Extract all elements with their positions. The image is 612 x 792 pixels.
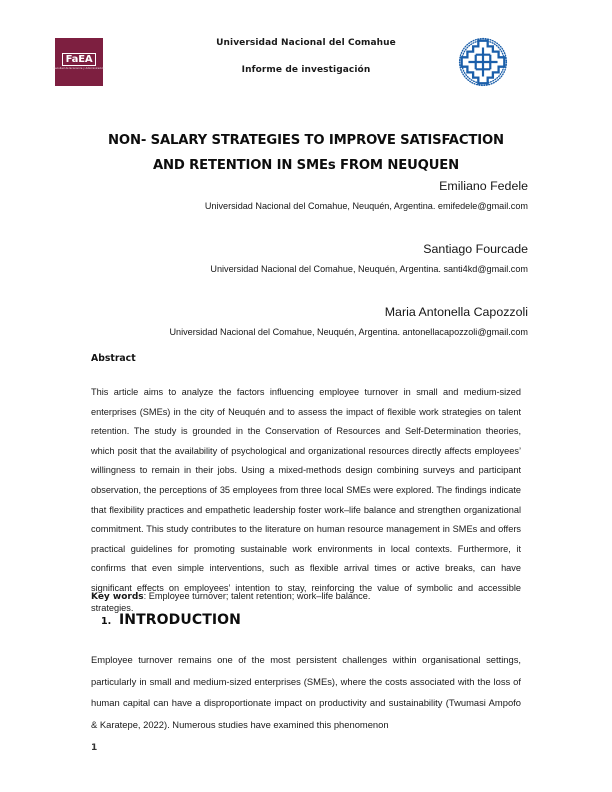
keywords-line (91, 588, 521, 605)
header-center-block (160, 38, 452, 75)
section-title: INTRODUCTION (119, 612, 241, 628)
institution-name: Universidad Nacional del Comahue (216, 38, 396, 48)
page-number: 1 (91, 743, 98, 753)
author-affiliation: Universidad Nacional del Comahue, Neuquén, Argentina. emifedele@gmail.com (204, 201, 528, 211)
document-header (0, 30, 612, 100)
author-affiliation: Universidad Nacional del Comahue, Neuquén, Argentina. santi4kd@gmail.com (210, 264, 528, 274)
abstract-text: This article aims to analyze the factors influencing employee turnover in small and medium-sized enterprises (SMEs) in the city of Neuquén and to assess the impact of flexible work strategies on talent retention. The study is grounded in the Conservation of Resources and Self-Determination theories, which posit that the availability of psychological and organizational resources directly affects employees’ willingness to remain in their jobs. Using a mixed-methods design combining surveys and participant observation, the perceptions of 35 employees from three local SMEs were explored. The findings indicate that flexibility practices and empathetic leadership foster work–life balance and strengthen organizational commitment. This study contributes to the literature on human resource management in SMEs and offers practical guidelines for promoting sustainable work environments in local contexts. Furthermore, it confirms that even simple interventions, such as flexible arrival times or active breaks, can have significant effects on employees’ intention to stay, reinforcing the value of symbolic and accessible strategies. (91, 387, 521, 613)
author-entry (90, 178, 528, 214)
introduction-text: Employee turnover remains one of the most persistent challenges within organisational settings, particularly in small and medium-sized enterprises (SMEs), where the costs associated with the loss of human capital can have a disproportionate impact on productivity and sustainability (Twumasi Ampofo & Karatepe, 2022). Numerous studies have examined this phenomenon (91, 654, 521, 730)
author-entry (90, 304, 528, 340)
author-affiliation: Universidad Nacional del Comahue, Neuquén, Argentina. antonellacapozzoli@gmail.com (169, 327, 528, 337)
keywords-label: Key words (91, 592, 144, 602)
abstract-heading: Abstract (91, 353, 136, 364)
author-name: Maria Antonella Capozzoli (384, 305, 528, 319)
unco-emblem-icon (457, 36, 509, 88)
document-type: Informe de investigación (241, 65, 371, 75)
faea-logo-mark (62, 53, 97, 66)
author-entry (90, 241, 528, 277)
paper-title: NON- SALARY STRATEGIES TO IMPROVE SATISFACTION AND RETENTION IN SMEs FROM NEUQUEN (108, 133, 504, 173)
author-list (90, 178, 528, 367)
section-heading-introduction (101, 612, 241, 628)
faea-logo-text: FaEA (65, 53, 93, 65)
section-number: 1. (101, 616, 112, 627)
unco-logo (457, 36, 509, 88)
author-name: Santiago Fourcade (423, 242, 528, 256)
author-name: Emiliano Fedele (439, 179, 528, 193)
faea-logo (55, 38, 103, 86)
keywords-value: : Employee turnover; talent retention; work–life balance. (143, 591, 371, 601)
faea-logo-subtitle: Facultad de Economía y Administración (53, 67, 105, 71)
